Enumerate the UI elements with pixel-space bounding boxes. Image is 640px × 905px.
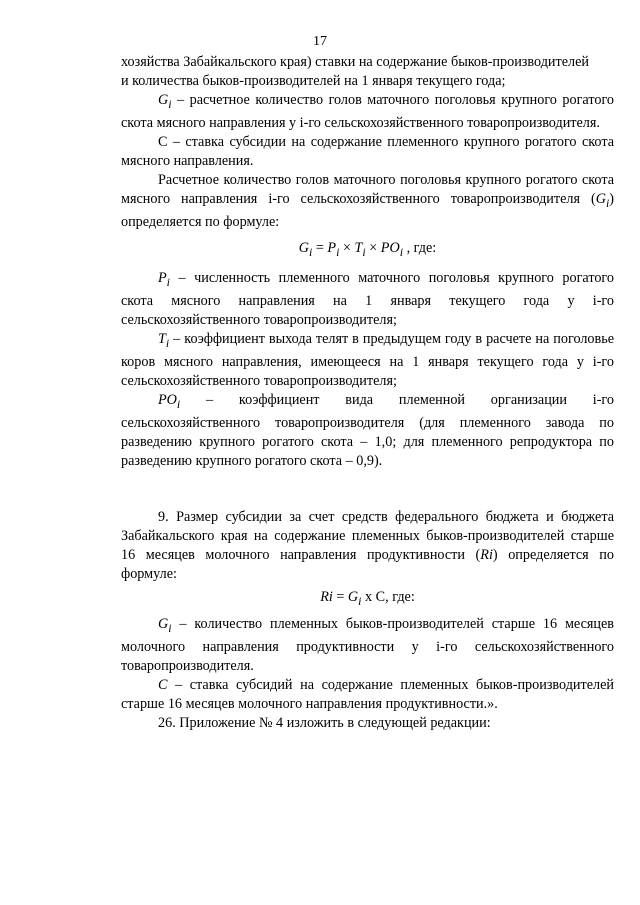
text: С – ставка субсидии на содержание племенного крупного рогатого скота мясного направления. <box>121 133 614 169</box>
text: ) определяется по формуле: <box>121 190 614 230</box>
text: 26. Приложение № 4 изложить в следующей редакции: <box>158 714 491 731</box>
formula-gi: $G_i = P_i \times T_i \times PO_i$ , где: <box>298 239 437 259</box>
paragraph-po-definition <box>121 391 614 471</box>
text: – коэффициент вида племенной организации i-го сельскохозяйственного товаропроизводителя (для племенного завода по разведению крупного рогатого скота – 1,0; для племенного репродуктора по разведению крупного рогатого скота – 0,9). <box>121 392 614 469</box>
paragraph-p-definition <box>121 269 614 330</box>
text: – ставка субсидий на содержание племенных быков-производителей старше 16 месяцев молочного направления продуктивности.». <box>121 676 614 712</box>
paragraph-g2-definition <box>121 615 614 676</box>
paragraph-calculation-intro <box>121 171 614 232</box>
symbol-g: $G_i$ <box>158 615 172 635</box>
line-continuation <box>121 53 614 72</box>
page-number: 17 <box>313 34 327 49</box>
text: – расчетное количество голов маточного поголовья крупного рогатого скота мясного направления у i-го сельскохозяйственного товаропроизводителя. <box>121 92 614 131</box>
symbol-ri: Ri <box>480 546 493 563</box>
text-line: и количества быков-производителей на 1 января текущего года; <box>121 73 506 89</box>
symbol-po: $PO_i$ <box>158 392 181 411</box>
paragraph-9 <box>121 508 614 584</box>
text: Расчетное количество голов маточного поголовья крупного рогатого скота мясного направления i-го сельскохозяйственного товаропроизводителя ( <box>121 171 614 207</box>
symbol-g: $G_i$ <box>158 92 172 111</box>
paragraph-26 <box>121 714 614 733</box>
text: – коэффициент выхода телят в предыдущем году в расчете на поголовье коров мясного направления, имеющееся на 1 января текущего года у i-го сельскохозяйственного товаропроизводителя; <box>121 331 614 390</box>
paragraph-t-definition <box>121 330 614 391</box>
formula-ri: $Ri = G_i$ x C, где: <box>320 588 415 608</box>
text: ) определяется по формуле: <box>121 546 614 582</box>
symbol-c: C <box>158 676 168 693</box>
paragraph-c-definition <box>121 133 614 171</box>
text: 9. Размер субсидии за счет средств федерального бюджета и бюджета Забайкальского края на содержание племенных быков-производителей старше 16 месяцев молочного направления продуктивности ( <box>121 508 614 563</box>
symbol-t: $T_i$ <box>158 331 170 351</box>
text-line: хозяйства Забайкальского края) ставки на содержание быков-производителей <box>121 54 589 70</box>
paragraph-g-definition <box>121 91 614 133</box>
paragraph-c2-definition <box>121 676 614 714</box>
text: – количество племенных быков-производителей старше 16 месяцев молочного направления продуктивности у i-го сельскохозяйственного товаропроизводителя. <box>121 615 614 674</box>
symbol-g: $G_i$ <box>595 190 610 210</box>
symbol-p: $P_i$ <box>158 270 170 290</box>
document-body <box>121 53 614 733</box>
paragraph-gap <box>121 471 614 508</box>
text: – численность племенного маточного поголовья крупного рогатого скота мясного направления на 1 января текущего года у i-го сельскохозяйственного товаропроизводителя; <box>121 270 614 329</box>
line-continuation-2 <box>121 72 614 91</box>
